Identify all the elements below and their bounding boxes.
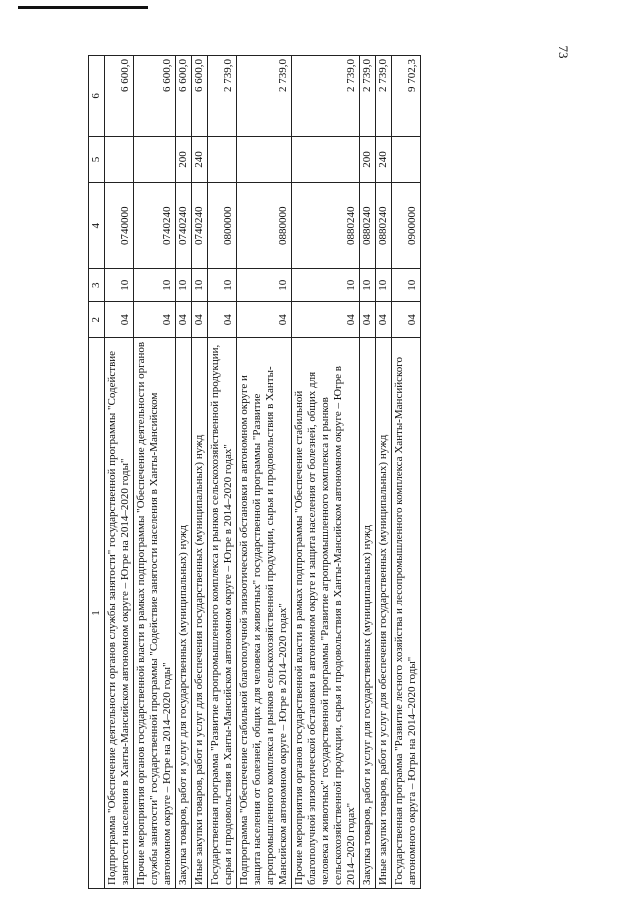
row-amount: 2 739,0 (208, 56, 237, 137)
row-subsection: 10 (134, 269, 176, 302)
row-section: 04 (392, 302, 421, 338)
row-expense-type (292, 136, 360, 182)
row-amount: 6 600,0 (192, 56, 208, 137)
header-col-6: 6 (89, 56, 105, 137)
row-name: Закупка товаров, работ и услуг для государственных (муниципальных) нужд (176, 338, 192, 889)
row-amount: 9 702,3 (392, 56, 421, 137)
row-subsection: 10 (208, 269, 237, 302)
row-section: 04 (176, 302, 192, 338)
row-subsection: 10 (192, 269, 208, 302)
row-section: 04 (360, 302, 376, 338)
table-row (134, 56, 176, 889)
row-target-code: 0740240 (192, 183, 208, 269)
row-expense-type: 240 (376, 136, 392, 182)
row-expense-type (237, 136, 292, 182)
row-name: Подпрограмма "Обеспечение стабильной благополучной эпизоотической обстановки в автономном округе и защита населения от болезней, общих для человека и животных" государственной программы "Развитие агропромышленного комплекса и рынков сельскохозяйственной продукции, сырья и продовольствия в Ханты-Мансийском автономном округе – Югре в 2014–2020 годах" (237, 338, 292, 889)
row-amount: 2 739,0 (292, 56, 360, 137)
table-row (376, 56, 392, 889)
row-name: Прочие мероприятия органов государственной власти в рамках подпрограммы "Обеспечение стабильной благополучной эпизоотической обстановки в автономном округе и защита населения от болезней, общих для человека и животных" государственной программы "Развитие агропромышленного комплекса и рынков сельскохозяйственной продукции, сырья и продовольствия в Ханты-Мансийском автономном округе – Югре в 2014–2020 годах" (292, 338, 360, 889)
budget-table (88, 55, 421, 889)
header-col-5: 5 (89, 136, 105, 182)
row-expense-type: 200 (360, 136, 376, 182)
row-section: 04 (105, 302, 134, 338)
row-target-code: 0800000 (208, 183, 237, 269)
row-subsection: 10 (392, 269, 421, 302)
row-target-code: 0740240 (176, 183, 192, 269)
row-subsection: 10 (237, 269, 292, 302)
page-number: 73 (556, 45, 571, 59)
row-amount: 6 600,0 (134, 56, 176, 137)
row-name: Государственная программа "Развитие агропромышленного комплекса и рынков сельскохозяйственной продукции, сырья и продовольствия в Ханты-Мансийском автономном округе – Югре в 2014–2020 годах" (208, 338, 237, 889)
row-section: 04 (134, 302, 176, 338)
table-row (292, 56, 360, 889)
table-row (192, 56, 208, 889)
row-subsection: 10 (376, 269, 392, 302)
row-amount: 6 600,0 (105, 56, 134, 137)
row-section: 04 (292, 302, 360, 338)
table-row (208, 56, 237, 889)
row-expense-type (105, 136, 134, 182)
header-col-3: 3 (89, 269, 105, 302)
row-name: Прочие мероприятия органов государственной власти в рамках подпрограммы "Обеспечение деятельности органов службы занятости" государственной программы "Содействие занятости населения в Ханты-Мансийском автономном округе – Югре на 2014–2020 годы" (134, 338, 176, 889)
row-section: 04 (208, 302, 237, 338)
row-amount: 2 739,0 (360, 56, 376, 137)
row-amount: 2 739,0 (237, 56, 292, 137)
row-expense-type (392, 136, 421, 182)
table-row (392, 56, 421, 889)
row-target-code: 0880240 (292, 183, 360, 269)
row-amount: 6 600,0 (176, 56, 192, 137)
header-col-1: 1 (89, 338, 105, 889)
row-section: 04 (192, 302, 208, 338)
row-name: Государственная программа "Развитие лесного хозяйства и лесопромышленного комплекса Ханты-Мансийского автономного округа – Югры на 2014–2020 годы" (392, 338, 421, 889)
table-header-row (89, 56, 105, 889)
row-subsection: 10 (176, 269, 192, 302)
row-target-code: 0740240 (134, 183, 176, 269)
header-col-2: 2 (89, 302, 105, 338)
row-expense-type (134, 136, 176, 182)
row-subsection: 10 (360, 269, 376, 302)
row-target-code: 0740000 (105, 183, 134, 269)
row-subsection: 10 (105, 269, 134, 302)
row-name: Иные закупки товаров, работ и услуг для обеспечения государственных (муниципальных) нужд (376, 338, 392, 889)
table-row (176, 56, 192, 889)
row-amount: 2 739,0 (376, 56, 392, 137)
table-row (237, 56, 292, 889)
row-name: Иные закупки товаров, работ и услуг для обеспечения государственных (муниципальных) нужд (192, 338, 208, 889)
row-target-code: 0880000 (237, 183, 292, 269)
row-expense-type: 240 (192, 136, 208, 182)
row-name: Подпрограмма "Обеспечение деятельности органов службы занятости" государственной программы "Содействие занятости населения в Ханты-Мансийском автономном округе – Югре на 2014–2020 годы" (105, 338, 134, 889)
row-name: Закупка товаров, работ и услуг для государственных (муниципальных) нужд (360, 338, 376, 889)
row-target-code: 0880240 (360, 183, 376, 269)
row-target-code: 0900000 (392, 183, 421, 269)
table-row (360, 56, 376, 889)
header-col-4: 4 (89, 183, 105, 269)
table-row (105, 56, 134, 889)
row-section: 04 (237, 302, 292, 338)
row-subsection: 10 (292, 269, 360, 302)
row-expense-type: 200 (176, 136, 192, 182)
row-expense-type (208, 136, 237, 182)
row-target-code: 0880240 (376, 183, 392, 269)
row-section: 04 (376, 302, 392, 338)
